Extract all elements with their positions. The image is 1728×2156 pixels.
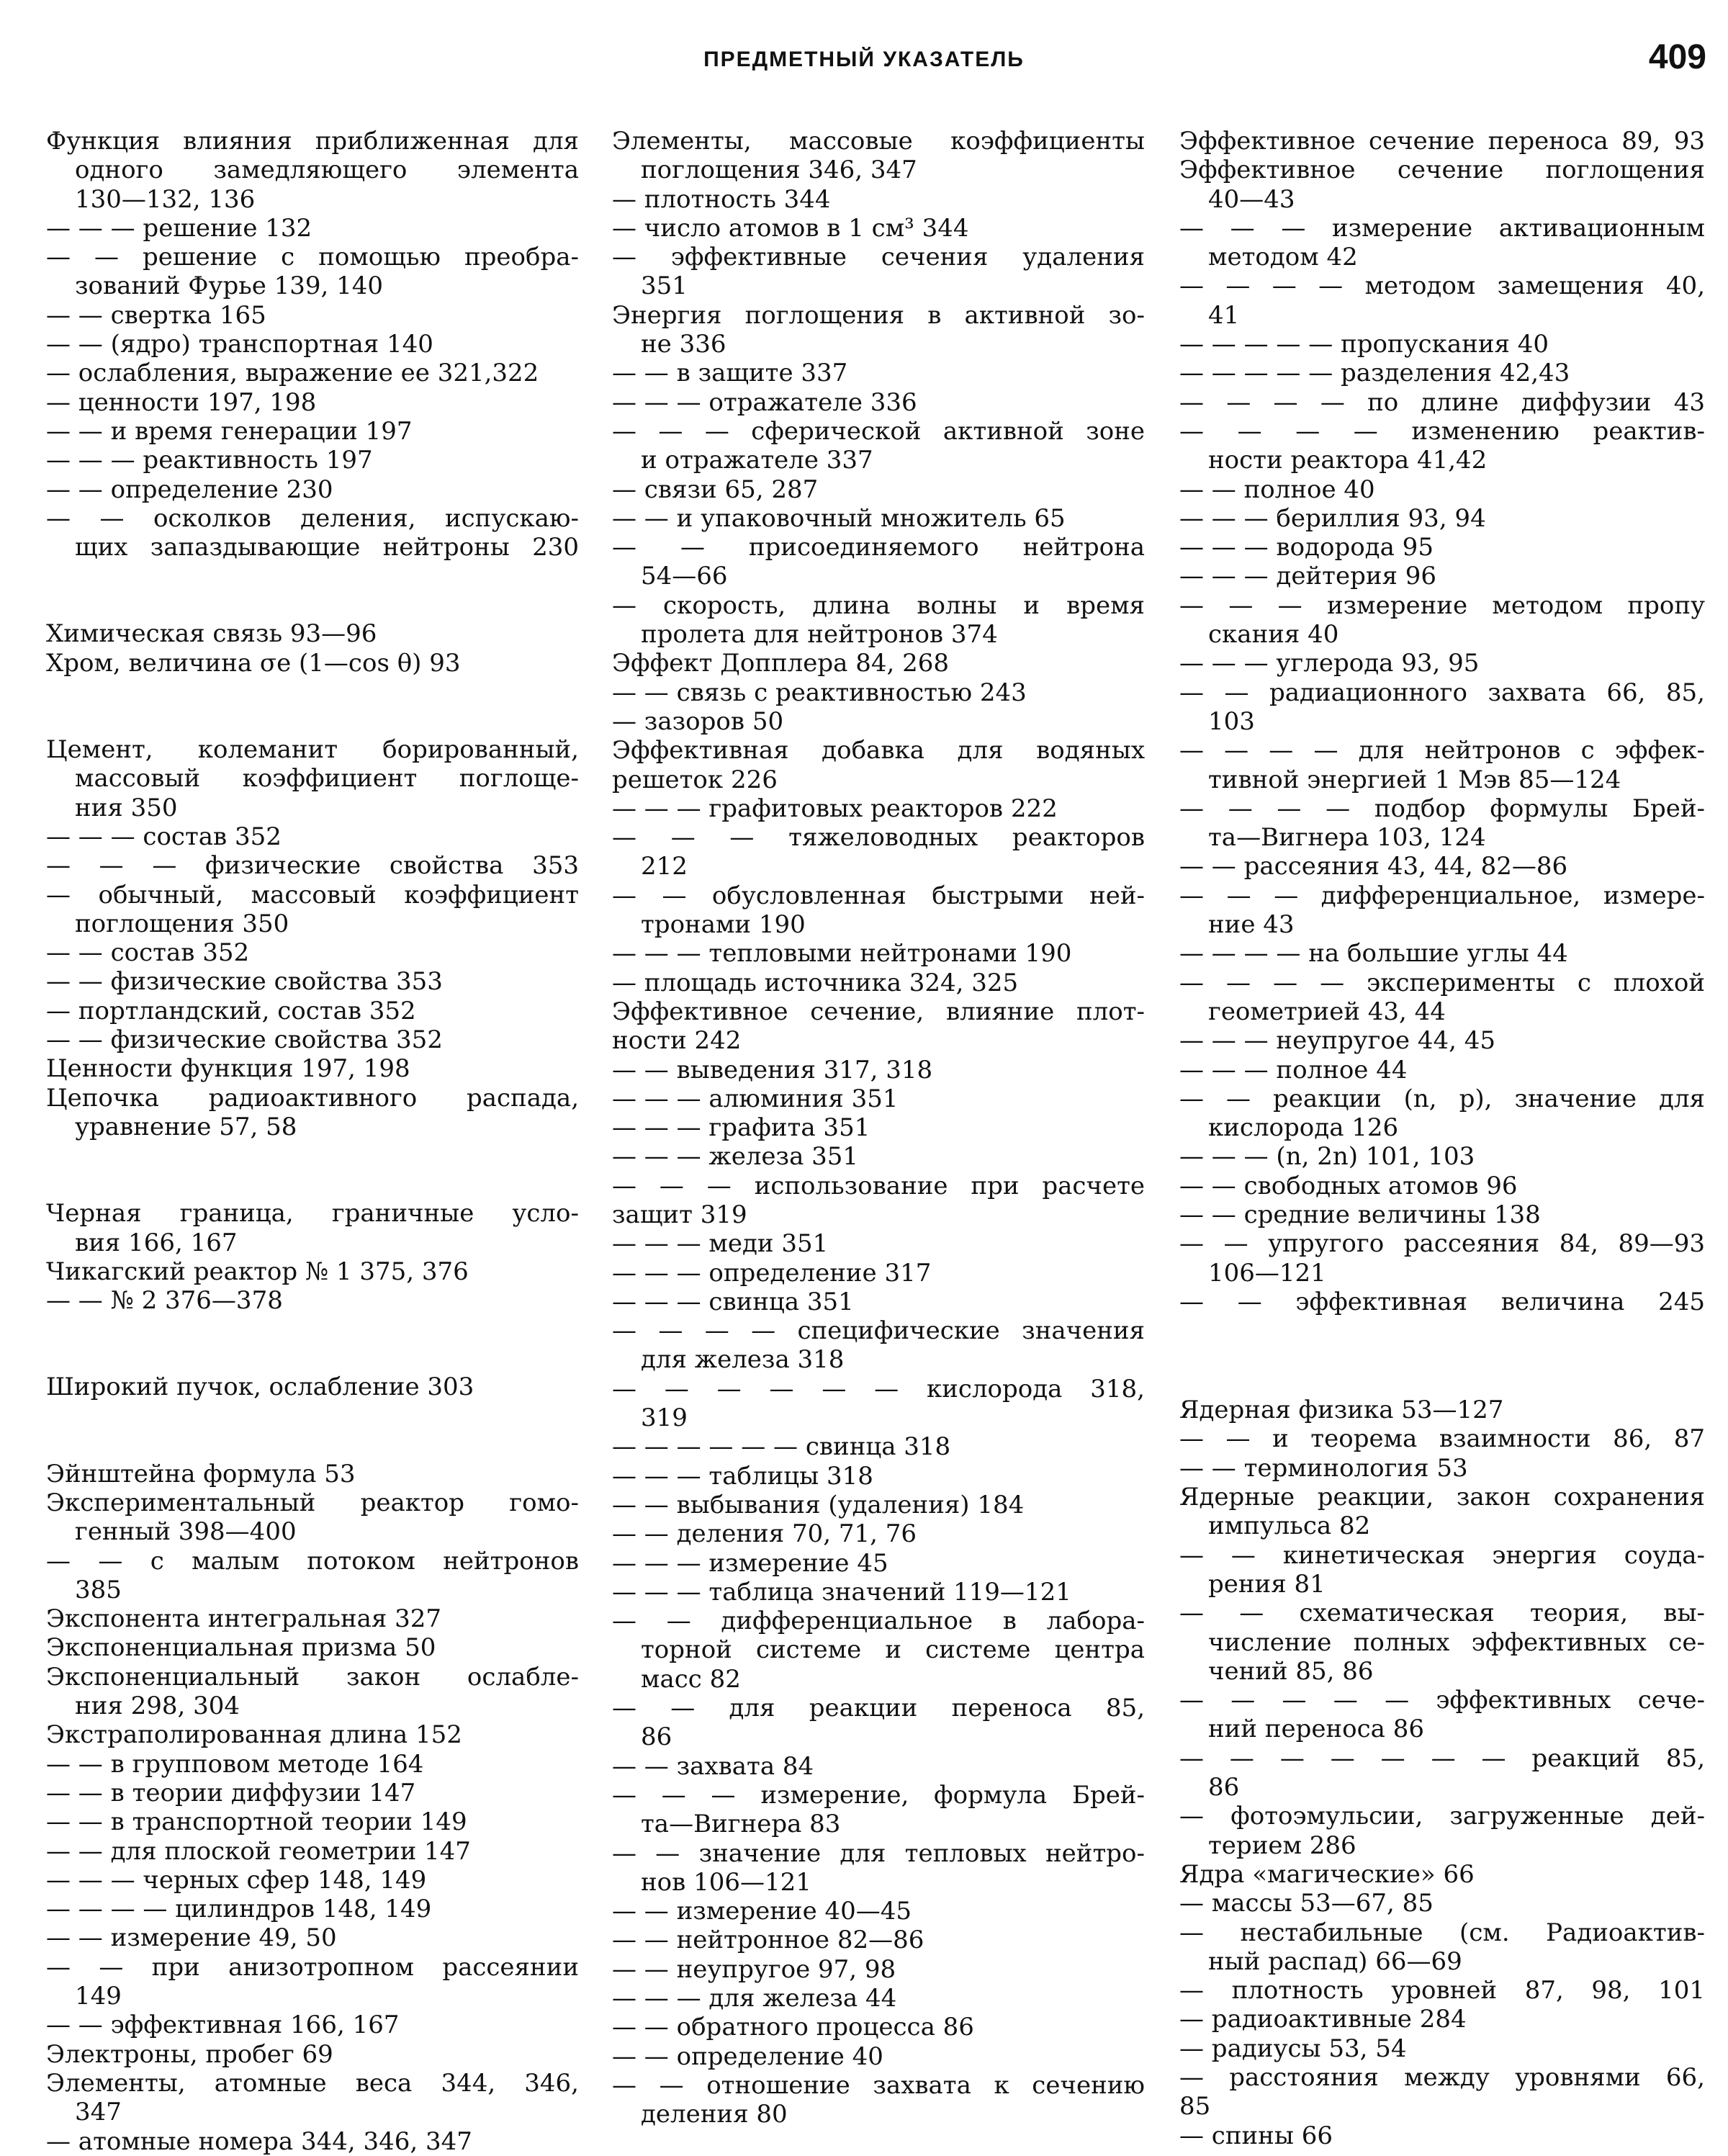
index-entry-line: щих запаздывающие нейтроны 230	[75, 533, 579, 562]
index-entry-line: Эффективное сечение поглощения	[1179, 156, 1705, 185]
index-entry-line: — — физические свойства 352	[46, 1025, 443, 1055]
index-entry-line: — — в групповом методе 164	[46, 1749, 424, 1779]
index-entry-line: — — — решение 132	[46, 213, 312, 243]
section-spacer	[1179, 1316, 1705, 1374]
index-entry-line: — — — измерение, формула Брей-	[612, 1780, 1145, 1810]
index-entry-line: — — реакции (n, p), значение для	[1179, 1084, 1705, 1113]
index-entry-line: — спины 66	[1179, 2121, 1333, 2150]
index-entry-line: рения 81	[1208, 1569, 1326, 1599]
index-entry-line: — — в теории диффузии 147	[46, 1778, 416, 1807]
index-entry-line: ние 43	[1208, 910, 1295, 940]
index-entry-line: — обычный, массовый коэффициент	[46, 880, 579, 909]
index-entry-line: — — — использование при расчете	[612, 1171, 1145, 1200]
index-entry-line: — — для плоской геометрии 147	[46, 1836, 471, 1866]
index-entry-line: — — — — на большие углы 44	[1179, 939, 1568, 969]
index-entry-line: Эйнштейна формула 53	[46, 1459, 356, 1488]
index-entry-line: — — выбывания (удаления) 184	[612, 1490, 1025, 1519]
index-entry-line: Энергия поглощения в активной зо-	[612, 300, 1145, 330]
index-column-2	[612, 127, 1145, 2129]
index-entry-line: зований Фурье 139, 140	[75, 271, 384, 301]
index-entry-line: ный распад) 66—69	[1208, 1946, 1462, 1976]
index-entry-line: — — — углерода 93, 95	[1179, 649, 1480, 678]
index-entry-line: — — обратного процесса 86	[612, 2013, 974, 2042]
index-entry-line: чений 85, 86	[1208, 1656, 1374, 1686]
index-entry-line: 149	[75, 1982, 122, 2011]
index-entry-line: — — — — эксперименты с плохой	[1179, 968, 1705, 997]
index-entry-line: одного замедляющего элемента	[75, 156, 579, 185]
index-entry-line: — расстояния между уровнями 66,	[1179, 2063, 1705, 2092]
index-entry-line: — — — графита 351	[612, 1113, 870, 1143]
index-entry-line: — атомные номера 344, 346, 347	[46, 2126, 472, 2156]
section-spacer	[46, 678, 579, 735]
index-entry-line: — — осколков деления, испускаю-	[46, 503, 579, 533]
index-entry-line: — — при анизотропном рассеянии	[46, 1952, 579, 1982]
index-entry-line: 319	[641, 1403, 688, 1433]
index-entry-line: та—Вигнера 83	[641, 1810, 841, 1839]
index-entry-line: — — полное 40	[1179, 475, 1375, 504]
index-entry-line: — — — дейтерия 96	[1179, 562, 1437, 591]
index-entry-line: Широкий пучок, ослабление 303	[46, 1373, 474, 1402]
index-entry-line: Эффективное сечение, влияние плот-	[612, 997, 1145, 1026]
index-entry-line: числение полных эффективных се-	[1208, 1627, 1705, 1657]
index-entry-line: — — — бериллия 93, 94	[1179, 503, 1486, 533]
index-entry-line: — радиусы 53, 54	[1179, 2034, 1407, 2063]
index-entry-line: — — — меди 351	[612, 1229, 829, 1259]
index-entry-line: Черная граница, граничные усло-	[46, 1199, 579, 1229]
index-entry-line: 130—132, 136	[75, 184, 256, 214]
index-entry-line: — — — — подбор формулы Брей-	[1179, 794, 1705, 823]
index-entry-line: уравнение 57, 58	[75, 1112, 297, 1141]
section-spacer	[1179, 1374, 1705, 1396]
index-entry-line: — — измерение 40—45	[612, 1897, 912, 1926]
index-entry-line: методом 42	[1208, 243, 1358, 272]
index-entry-line: — число атомов в 1 см³ 344	[612, 213, 969, 243]
index-entry-line: — — значение для тепловых нейтро-	[612, 1838, 1145, 1868]
index-entry-line: — — — измерение методом пропу	[1179, 590, 1705, 620]
index-entry-line: Эффект Допплера 84, 268	[612, 649, 949, 678]
index-entry-line: и отражателе 337	[641, 446, 873, 475]
index-entry-line: тивной энергией 1 Мэв 85—124	[1208, 765, 1621, 794]
index-entry-line: — — определение 230	[46, 475, 333, 504]
index-entry-line: — — — свинца 351	[612, 1287, 854, 1316]
section-spacer	[46, 1141, 579, 1199]
index-entry-line: — — определение 40	[612, 2042, 883, 2071]
index-entry-line: 54—66	[641, 562, 728, 591]
index-entry-line: — ослабления, выражение ее 321,322	[46, 359, 539, 388]
index-entry-line: — зазоров 50	[612, 706, 784, 736]
index-entry-line: пролета для нейтронов 374	[641, 620, 998, 650]
index-entry-line: — — упругого рассеяния 84, 89—93	[1179, 1229, 1705, 1259]
index-entry-line: ния 298, 304	[75, 1692, 240, 1721]
index-entry-line: — скорость, длина волны и время	[612, 590, 1145, 620]
index-entry-line: торной системе и системе центра	[641, 1635, 1145, 1665]
index-entry-line: — — нейтронное 82—86	[612, 1926, 924, 1955]
index-entry-line: — — — (n, 2n) 101, 103	[1179, 1142, 1475, 1172]
index-entry-line: — — — — методом замещения 40,	[1179, 271, 1705, 301]
index-entry-line: Экспонента интегральная 327	[46, 1604, 442, 1634]
index-column-3	[1179, 127, 1705, 2150]
index-entry-line: — — — измерение активационным	[1179, 213, 1705, 243]
index-entry-line: — — — черных сфер 148, 149	[46, 1865, 427, 1895]
index-entry-line: геометрией 43, 44	[1208, 997, 1446, 1026]
index-entry-line: — — — — — пропускания 40	[1179, 330, 1549, 359]
index-entry-line: — — отношение захвата к сечению	[612, 2070, 1145, 2100]
index-entry-line: — — физические свойства 353	[46, 967, 443, 997]
index-entry-line: вия 166, 167	[75, 1228, 238, 1257]
index-entry-line: — — — — — — свинца 318	[612, 1432, 951, 1462]
running-header-title: ПРЕДМЕТНЫЙ УКАЗАТЕЛЬ	[703, 48, 1025, 71]
index-entry-line: — портландский, состав 352	[46, 996, 416, 1025]
index-entry-line: — — выведения 317, 318	[612, 1055, 933, 1084]
index-entry-line: — — — состав 352	[46, 822, 282, 851]
index-entry-line: 85	[1179, 2092, 1211, 2121]
index-entry-line: — — — для железа 44	[612, 1984, 897, 2013]
index-entry-line: — — обусловленная быстрыми ней-	[612, 881, 1145, 910]
index-entry-line: — — решение с помощью преобра-	[46, 243, 579, 272]
index-entry-line: — — рассеяния 43, 44, 82—86	[1179, 852, 1568, 881]
index-entry-line: — — деления 70, 71, 76	[612, 1519, 917, 1549]
index-column-1	[46, 127, 579, 2156]
index-entry-line: — — — дифференциальное, измере-	[1179, 881, 1705, 910]
index-entry-line: — — — — для нейтронов с эффек-	[1179, 736, 1705, 765]
section-spacer	[46, 1315, 579, 1373]
page-number: 409	[1648, 38, 1706, 76]
index-entry-line: — — — водорода 95	[1179, 533, 1434, 562]
index-entry-line: — — схематическая теория, вы-	[1179, 1599, 1705, 1628]
index-entry-line: — — — отражателе 336	[612, 387, 917, 417]
index-entry-line: — плотность 344	[612, 184, 831, 214]
index-entry-line: — фотоэмульсии, загруженные дей-	[1179, 1802, 1705, 1831]
index-entry-line: Цемент, колеманит борированный,	[46, 735, 579, 765]
index-entry-line: — — и время генерации 197	[46, 416, 413, 446]
index-entry-line: ний переноса 86	[1208, 1715, 1424, 1744]
index-entry-line: — — свободных атомов 96	[1179, 1171, 1518, 1200]
index-entry-line: — — — — — разделения 42,43	[1179, 359, 1570, 388]
index-entry-line: — связи 65, 287	[612, 475, 819, 504]
index-entry-line: тронами 190	[641, 910, 806, 940]
index-entry-line: — — — тяжеловодных реакторов	[612, 823, 1145, 853]
index-entry-line: — — эффективная 166, 167	[46, 2011, 400, 2040]
index-entry-line: — — — алюминия 351	[612, 1084, 899, 1113]
index-entry-line: — — в транспортной теории 149	[46, 1807, 467, 1837]
index-entry-line: Функция влияния приближенная для	[46, 127, 579, 156]
index-entry-line: — — измерение 49, 50	[46, 1923, 337, 1953]
index-entry-line: — — дифференциальное в лабора-	[612, 1607, 1145, 1636]
index-entry-line: — — — тепловыми нейтронами 190	[612, 939, 1072, 969]
index-entry-line: — — средние величины 138	[1179, 1200, 1541, 1229]
index-entry-line: — — — реактивность 197	[46, 446, 373, 475]
index-entry-line: — — и упаковочный множитель 65	[612, 503, 1066, 533]
index-entry-line: — — и теорема взаимности 86, 87	[1179, 1424, 1705, 1454]
index-entry-line: — — — таблица значений 119—121	[612, 1577, 1071, 1607]
index-entry-line: — — захвата 84	[612, 1751, 814, 1781]
index-entry-line: — — — — специфические значения	[612, 1316, 1145, 1346]
index-entry-line: — — — измерение 45	[612, 1548, 888, 1578]
index-entry-line: 40—43	[1208, 184, 1295, 214]
section-spacer	[46, 1402, 579, 1460]
index-entry-line: Экспериментальный реактор гомо-	[46, 1488, 579, 1517]
index-entry-line: ния 350	[75, 793, 178, 822]
index-entry-line: 106—121	[1208, 1258, 1326, 1288]
index-entry-line: — — присоединяемого нейтрона	[612, 533, 1145, 562]
index-entry-line: деления 80	[641, 2100, 788, 2129]
index-entry-line: — эффективные сечения удаления	[612, 243, 1145, 272]
index-entry-line: — — — таблицы 318	[612, 1461, 873, 1491]
index-entry-line: — — № 2 376—378	[46, 1286, 283, 1316]
index-entry-line: Элементы, атомные веса 344, 346,	[46, 2068, 579, 2098]
index-entry-line: Экспоненциальная призма 50	[46, 1633, 436, 1663]
index-entry-line: Ядра «магические» 66	[1179, 1859, 1475, 1889]
index-entry-line: — — состав 352	[46, 938, 250, 968]
index-entry-line: 86	[1208, 1773, 1240, 1802]
index-entry-line: Элементы, массовые коэффициенты	[612, 127, 1145, 156]
index-entry-line: 86	[641, 1722, 672, 1752]
index-entry-line: — — — графитовых реакторов 222	[612, 794, 1058, 823]
index-entry-line: Экспоненциальный закон ослабле-	[46, 1662, 579, 1692]
index-entry-line: — — — — по длине диффузии 43	[1179, 387, 1705, 417]
index-entry-line: — — — — — эффективных сече-	[1179, 1686, 1705, 1715]
index-entry-line: — — — — цилиндров 148, 149	[46, 1895, 432, 1924]
index-entry-line: Ядерная физика 53—127	[1179, 1396, 1504, 1425]
index-entry-line: Ядерные реакции, закон сохранения	[1179, 1483, 1705, 1512]
index-entry-line: — — кинетическая энергия соуда-	[1179, 1540, 1705, 1570]
index-entry-line: 347	[75, 2098, 122, 2127]
index-entry-line: — — — физические свойства 353	[46, 851, 579, 881]
section-spacer	[46, 562, 579, 619]
index-entry-line: — — — — изменению реактив-	[1179, 416, 1705, 446]
index-entry-line: — нестабильные (см. Радиоактив-	[1179, 1918, 1705, 1947]
index-entry-line: — — — сферической активной зоне	[612, 416, 1145, 446]
index-entry-line: ности реактора 41,42	[1208, 446, 1488, 475]
index-entry-line: Эффективное сечение переноса 89, 93	[1179, 127, 1705, 156]
index-entry-line: импульса 82	[1208, 1512, 1371, 1541]
index-entry-line: Эффективная добавка для водяных	[612, 736, 1145, 765]
index-entry-line: ности 242	[612, 1026, 742, 1056]
index-entry-line: поглощения 346, 347	[641, 156, 917, 185]
index-entry-line: та—Вигнера 103, 124	[1208, 823, 1486, 853]
index-entry-line: — — — определение 317	[612, 1258, 932, 1288]
index-entry-line: — — — неупругое 44, 45	[1179, 1026, 1495, 1056]
index-entry-line: Химическая связь 93—96	[46, 619, 377, 649]
index-entry-line: Экстраполированная длина 152	[46, 1720, 462, 1750]
index-entry-line: — — — железа 351	[612, 1142, 859, 1172]
index-entry-line: — — неупругое 97, 98	[612, 1954, 896, 1984]
index-entry-line: скания 40	[1208, 620, 1339, 650]
index-entry-line: Ценности функция 197, 198	[46, 1054, 410, 1084]
index-entry-line: Цепочка радиоактивного распада,	[46, 1083, 579, 1113]
index-entry-line: — плотность уровней 87, 98, 101	[1179, 1976, 1705, 2005]
index-entry-line: терием 286	[1208, 1831, 1356, 1860]
index-entry-line: для железа 318	[641, 1345, 845, 1375]
index-entry-line: — — связь с реактивностью 243	[612, 678, 1027, 707]
index-entry-line: — — — — — — — реакций 85,	[1179, 1743, 1705, 1773]
index-entry-line: — — (ядро) транспортная 140	[46, 330, 433, 359]
index-entry-line: — массы 53—67, 85	[1179, 1889, 1434, 1918]
index-entry-line: 351	[641, 271, 688, 301]
index-entry-line: массовый коэффициент поглоще-	[75, 764, 579, 794]
index-entry-line: генный 398—400	[75, 1517, 297, 1547]
index-entry-line: 103	[1208, 706, 1255, 736]
index-entry-line: — радиоактивные 284	[1179, 2005, 1467, 2034]
index-entry-line: кислорода 126	[1208, 1113, 1399, 1143]
index-entry-line: — — — — — — кислорода 318,	[612, 1374, 1145, 1403]
index-entry-line: масс 82	[641, 1664, 741, 1694]
index-entry-line: — — для реакции переноса 85,	[612, 1694, 1145, 1723]
index-entry-line: — — радиационного захвата 66, 85,	[1179, 678, 1705, 707]
index-entry-line: — — в защите 337	[612, 359, 848, 388]
index-entry-line: не 336	[641, 330, 726, 359]
index-entry-line: — — эффективная величина 245	[1179, 1287, 1705, 1316]
index-entry-line: Электроны, пробег 69	[46, 2039, 333, 2069]
index-entry-line: — ценности 197, 198	[46, 387, 317, 417]
index-entry-line: решеток 226	[612, 765, 778, 794]
index-entry-line: поглощения 350	[75, 909, 289, 938]
index-entry-line: — — с малым потоком нейтронов	[46, 1546, 579, 1576]
index-entry-line: защит 319	[612, 1200, 747, 1229]
index-entry-line: Хром, величина σe (1—cos θ) 93	[46, 648, 461, 678]
index-entry-line: — — — полное 44	[1179, 1055, 1408, 1084]
index-entry-line: 385	[75, 1575, 122, 1604]
index-entry-line: 41	[1208, 300, 1240, 330]
index-entry-line: — площадь источника 324, 325	[612, 968, 1019, 997]
index-entry-line: 212	[641, 852, 688, 881]
index-entry-line: Чикагский реактор № 1 375, 376	[46, 1257, 469, 1286]
index-entry-line: — — терминология 53	[1179, 1453, 1468, 1483]
index-entry-line: нов 106—121	[641, 1867, 811, 1897]
index-entry-line: — — свертка 165	[46, 300, 266, 330]
